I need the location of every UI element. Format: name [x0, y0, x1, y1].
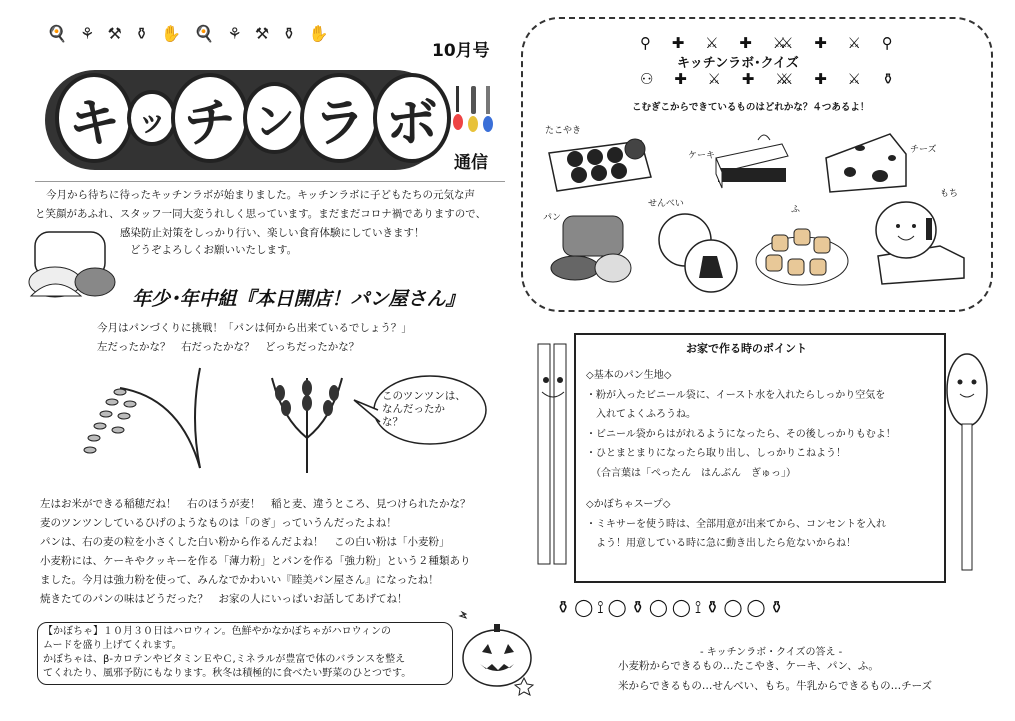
rice-plant-illustration	[60, 358, 220, 478]
speech-bubble-line: な？	[382, 416, 403, 428]
question-line: 左だったかな？ 右だったかな？ どっちだったかな？	[97, 341, 360, 353]
jack-o-lantern-icon	[452, 606, 542, 696]
spoon-character-illustration	[942, 350, 992, 575]
cheese-illustration	[820, 128, 910, 198]
kitchen-utensils-border	[47, 24, 407, 50]
body-line: 焼きたてのパンの味はどうだった？ お家の人にいっぱいお話してあげてね！	[40, 593, 408, 605]
quiz-item-label: チーズ	[910, 145, 937, 155]
body-line: パンは、右の麦の粒を小さくした白い粉から作るんだよね！ この白い粉は「小麦粉」	[40, 536, 450, 548]
pumpkin-line: てくれたり、風邪予防にもなります。秋冬は積極的に食べたい野菜のひとつです。	[43, 668, 412, 679]
dishes-border: ⚱◯⟟◯⚱◯◯⟟⚱◯◯⚱	[556, 598, 788, 618]
quiz-item-label: せんべい	[648, 199, 684, 209]
tips-line: ・ミキサーを使う時は、全部用意が出来てから、コンセントを入れ	[586, 518, 886, 530]
takoyaki-illustration	[545, 133, 655, 198]
whisk-icon: ⚘	[227, 24, 242, 43]
quiz-utensils-left-row2: ⚇ ✚ ⚔ ✚ ⚔	[640, 70, 797, 88]
tips-line: ・ひとまとまりになったら取り出し、しっかりこねよう！	[586, 448, 846, 459]
tips-title: お家で作る時のポイント	[686, 342, 807, 355]
tips-line: ◇かぼちゃスープ◇	[586, 499, 671, 510]
title-letter: チ	[171, 73, 249, 163]
pumpkin-line: ムードを盛り上げてくれます。	[43, 640, 182, 651]
intro-line: 今月から待ちに待ったキッチンラボが始まりました。キッチンラボに子どもたちの元気な声	[46, 189, 476, 201]
wheat-plant-illustration	[262, 358, 352, 478]
tips-line: 入れてよくふろうね。	[586, 409, 696, 420]
body-line: 左はお米ができる稲穂だね！ 右のほうが麦！ 稲と麦、違うところ、見つけられたかな？	[40, 498, 471, 510]
title-letter: ッ	[127, 90, 176, 146]
tips-line: ・粉が入ったビニール袋に、イースト水を入れたらしっかり空気を	[586, 389, 886, 401]
quiz-title: キッチンラボ･クイズ	[677, 56, 799, 71]
pot-icon: ⚱	[282, 24, 296, 43]
intro-line: どうぞよろしくお願いいたします。	[130, 244, 298, 256]
pumpkin-line: かぼちゃは、β-カロテンやビタミンＥやＣ,ミネラルが豊富で体のバランスを整え	[43, 654, 406, 665]
quiz-item-label: たこやき	[545, 126, 582, 136]
quiz-utensils-right-row2: ⚔ ✚ ⚔ ⚱	[780, 70, 903, 88]
intro-divider	[35, 181, 505, 182]
bread-quiz-illustration	[545, 210, 635, 290]
issue-label: 10月号	[432, 41, 490, 61]
speech-bubble-line: なんだったか	[382, 403, 445, 415]
body-line: ました。今月は強力粉を使って、みんなでかわいい『睦美パン屋さん』になったね！	[40, 574, 439, 586]
cake-illustration	[712, 128, 792, 193]
intro-line: 感染防止対策をしっかり行い、楽しい食育体験にしていきます！	[120, 227, 425, 239]
spatula-icon: ⚒	[107, 24, 122, 43]
newsletter-subtitle: 通信	[454, 153, 488, 173]
mitten-icon: ✋	[161, 24, 182, 43]
question-line: 今月はパンづくりに挑戦！「パンは何から出来ているでしょう？」	[97, 322, 412, 334]
quiz-utensils-left: ⚲ ✚ ⚔ ✚ ⚔	[640, 34, 795, 52]
section-heading: 年少･年中組『本日開店！パン屋さん』	[132, 288, 465, 310]
quiz-item-label: ふ	[791, 205, 801, 215]
tips-line: よう！用意している時に急に動き出したら危ないからね！	[586, 538, 856, 549]
quiz-item-label: もち	[940, 189, 959, 199]
pumpkin-info-text	[43, 625, 411, 681]
title-letter: ン	[243, 82, 306, 154]
frying-pan-icon: 🍳	[47, 24, 67, 43]
quiz-utensils-right: ⚔ ✚ ⚔ ⚲	[780, 34, 901, 52]
mitten-icon: ✋	[308, 24, 329, 43]
tips-line	[586, 483, 896, 495]
pot-icon: ⚱	[134, 24, 149, 43]
quiz-item-label: パン	[543, 213, 562, 223]
tips-line: （合言葉は「ぺったん はんぶん ぎゅっ」）	[586, 467, 796, 479]
speech-bubble-text	[382, 390, 466, 429]
body-line: 小麦粉には、ケーキやクッキーを作る「薄力粉」とパンを作る「強力粉」という２種類あり	[40, 555, 471, 567]
spatula-icon: ⚒	[254, 24, 270, 43]
title-letter: ラ	[300, 73, 378, 163]
tips-body	[586, 366, 896, 554]
pumpkin-line: 【かぼちゃ】１０月３０日はハロウィン。色鮮やかなかぼちゃがハロウィンの	[43, 626, 391, 637]
intro-line: と笑顔があふれ、スタッフ一同大変うれしく思っています。まだまだコロナ禍でありますので、	[35, 208, 487, 220]
frying-pan-icon: 🍳	[194, 24, 215, 43]
body-line: 麦のツンツンしているひげのようなものは「のぎ」っていうんだったよね！	[40, 517, 397, 529]
chopsticks-character-illustration	[528, 340, 578, 570]
tips-line: ・ビニール袋からはがれるようになったら、その後しっかりもむよ！	[586, 428, 896, 440]
title-letter: ボ	[373, 73, 451, 163]
senbei-illustration	[655, 208, 745, 293]
tips-line: ◇基本のパン生地◇	[586, 370, 672, 381]
answer-line: 小麦粉からできるもの…たこやき、ケーキ、パン、ふ。	[618, 660, 879, 672]
newsletter-title	[45, 62, 445, 174]
quiz-item-label: ケーキ	[688, 151, 716, 161]
bread-illustration	[25, 222, 125, 302]
whisk-icon: ⚘	[80, 24, 95, 43]
quiz-question: こむぎこからできているものはどれかな？４つあるよ！	[632, 102, 870, 113]
answer-line: 米からできるもの…せんべい、もち。牛乳からできるもの…チーズ	[618, 680, 933, 692]
answer-title: - キッチンラボ・クイズの答え -	[700, 647, 843, 658]
fu-illustration	[752, 215, 852, 290]
speech-bubble-line: このツンツンは、	[382, 390, 466, 402]
mochi-illustration	[870, 198, 970, 288]
cutlery-characters-icon	[450, 82, 500, 144]
title-letter: キ	[55, 73, 133, 163]
